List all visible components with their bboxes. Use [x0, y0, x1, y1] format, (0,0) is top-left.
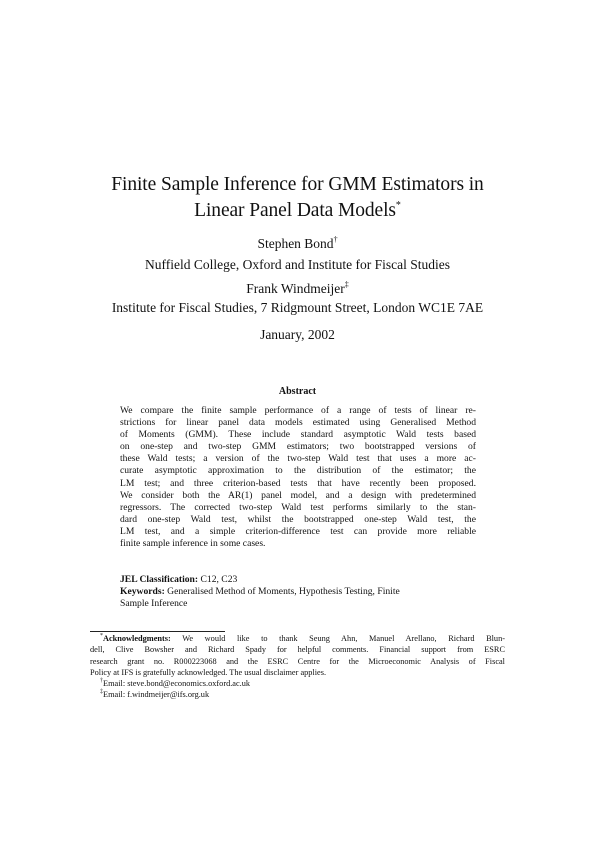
title-line-2	[60, 198, 535, 224]
title-line-1: Finite Sample Inference for GMM Estimators in	[111, 174, 484, 195]
author-2	[40, 281, 555, 297]
acknowledgments-footnote	[90, 633, 505, 644]
abstract-line: on one-step and two-step GMM estimators; two bootstrapped versions of	[120, 441, 476, 453]
jel-value: C12, C23	[200, 574, 238, 585]
keywords	[120, 586, 476, 598]
abstract-line: LM test, and a simple criterion-difference test can provide more reliable	[120, 525, 476, 537]
ack-line-1: We would like to thank Seung Ahn, Manuel Arellano, Richard Blun-	[182, 634, 505, 643]
footnote-rule	[90, 631, 225, 632]
author-2-affiliation: Institute for Fiscal Studies, 7 Ridgmount Street, London WC1E 7AE	[111, 300, 484, 315]
author-1-name: Stephen Bond	[257, 236, 334, 251]
jel-label: JEL Classification:	[120, 574, 199, 585]
author-1-affiliation: Nuffield College, Oxford and Institute for Fiscal Studies	[145, 257, 450, 272]
author-1-mark: †	[333, 235, 338, 244]
abstract-line: strictions for linear panel data models estimated using Generalised Method	[120, 417, 476, 429]
keywords-label: Keywords:	[120, 586, 165, 598]
title-line-2-text: Linear Panel Data Models	[194, 200, 396, 221]
email-2-mark: ‡	[100, 689, 103, 696]
title-footnote-mark: *	[395, 200, 401, 211]
abstract-line: dard one-step Wald test, whilst the bootstrapped one-step Wald test, the	[120, 513, 476, 525]
email-footnote-2	[90, 689, 505, 700]
email-1-text: Email: steve.bond@economics.oxford.ac.uk	[103, 679, 251, 689]
email-footnote-1	[90, 678, 505, 689]
abstract-line: regressors. The corrected two-step Wald test performs similarly to the stan-	[120, 501, 476, 513]
ack-label: Acknowledgments:	[103, 634, 171, 643]
abstract-line: curate asymptotic approximation to the distribution of the estimator; the	[120, 465, 476, 477]
abstract-heading: Abstract	[278, 386, 317, 397]
keywords-line-2: Sample Inference	[120, 598, 188, 610]
abstract-line: LM test; and three criterion-based tests that have recently been proposed.	[120, 477, 476, 489]
paper-date: January, 2002	[260, 327, 335, 342]
abstract-line: We consider both the AR(1) panel model, and a design with predetermined	[120, 489, 476, 501]
abstract-line: of Moments (GMM). These include standard asymptotic Wald tests based	[120, 429, 476, 441]
classification-block	[120, 574, 476, 610]
email-2-text: Email: f.windmeijer@ifs.org.uk	[103, 690, 210, 700]
author-2-mark: ‡	[344, 280, 349, 289]
jel-classification	[120, 574, 476, 586]
footnotes	[90, 633, 505, 701]
ack-line-4: Policy at IFS is gratefully acknowledged. The usual disclaimer applies.	[90, 667, 327, 677]
abstract-line: these Wald tests; a version of the two-step Wald test that uses a more ac-	[120, 453, 476, 465]
abstract-line: We compare the finite sample performance of a range of tests of linear re-	[120, 405, 476, 416]
author-2-name: Frank Windmeijer	[246, 281, 345, 296]
abstract-line: finite sample inference in some cases.	[120, 538, 266, 550]
ack-line-2: dell, Clive Bowsher and Richard Spady for helpful comments. Financial support from ESRC	[90, 645, 505, 655]
abstract-body	[120, 405, 476, 550]
email-1-mark: †	[100, 678, 103, 685]
paper-title	[60, 172, 535, 224]
keywords-line-1: Generalised Method of Moments, Hypothesis Testing, Finite	[167, 586, 400, 598]
ack-mark: *	[100, 633, 103, 639]
ack-line-3: research grant no. R000223068 and the ESRC Centre for the Microeconomic Analysis of Fiscal	[90, 656, 505, 666]
author-1	[40, 236, 555, 252]
